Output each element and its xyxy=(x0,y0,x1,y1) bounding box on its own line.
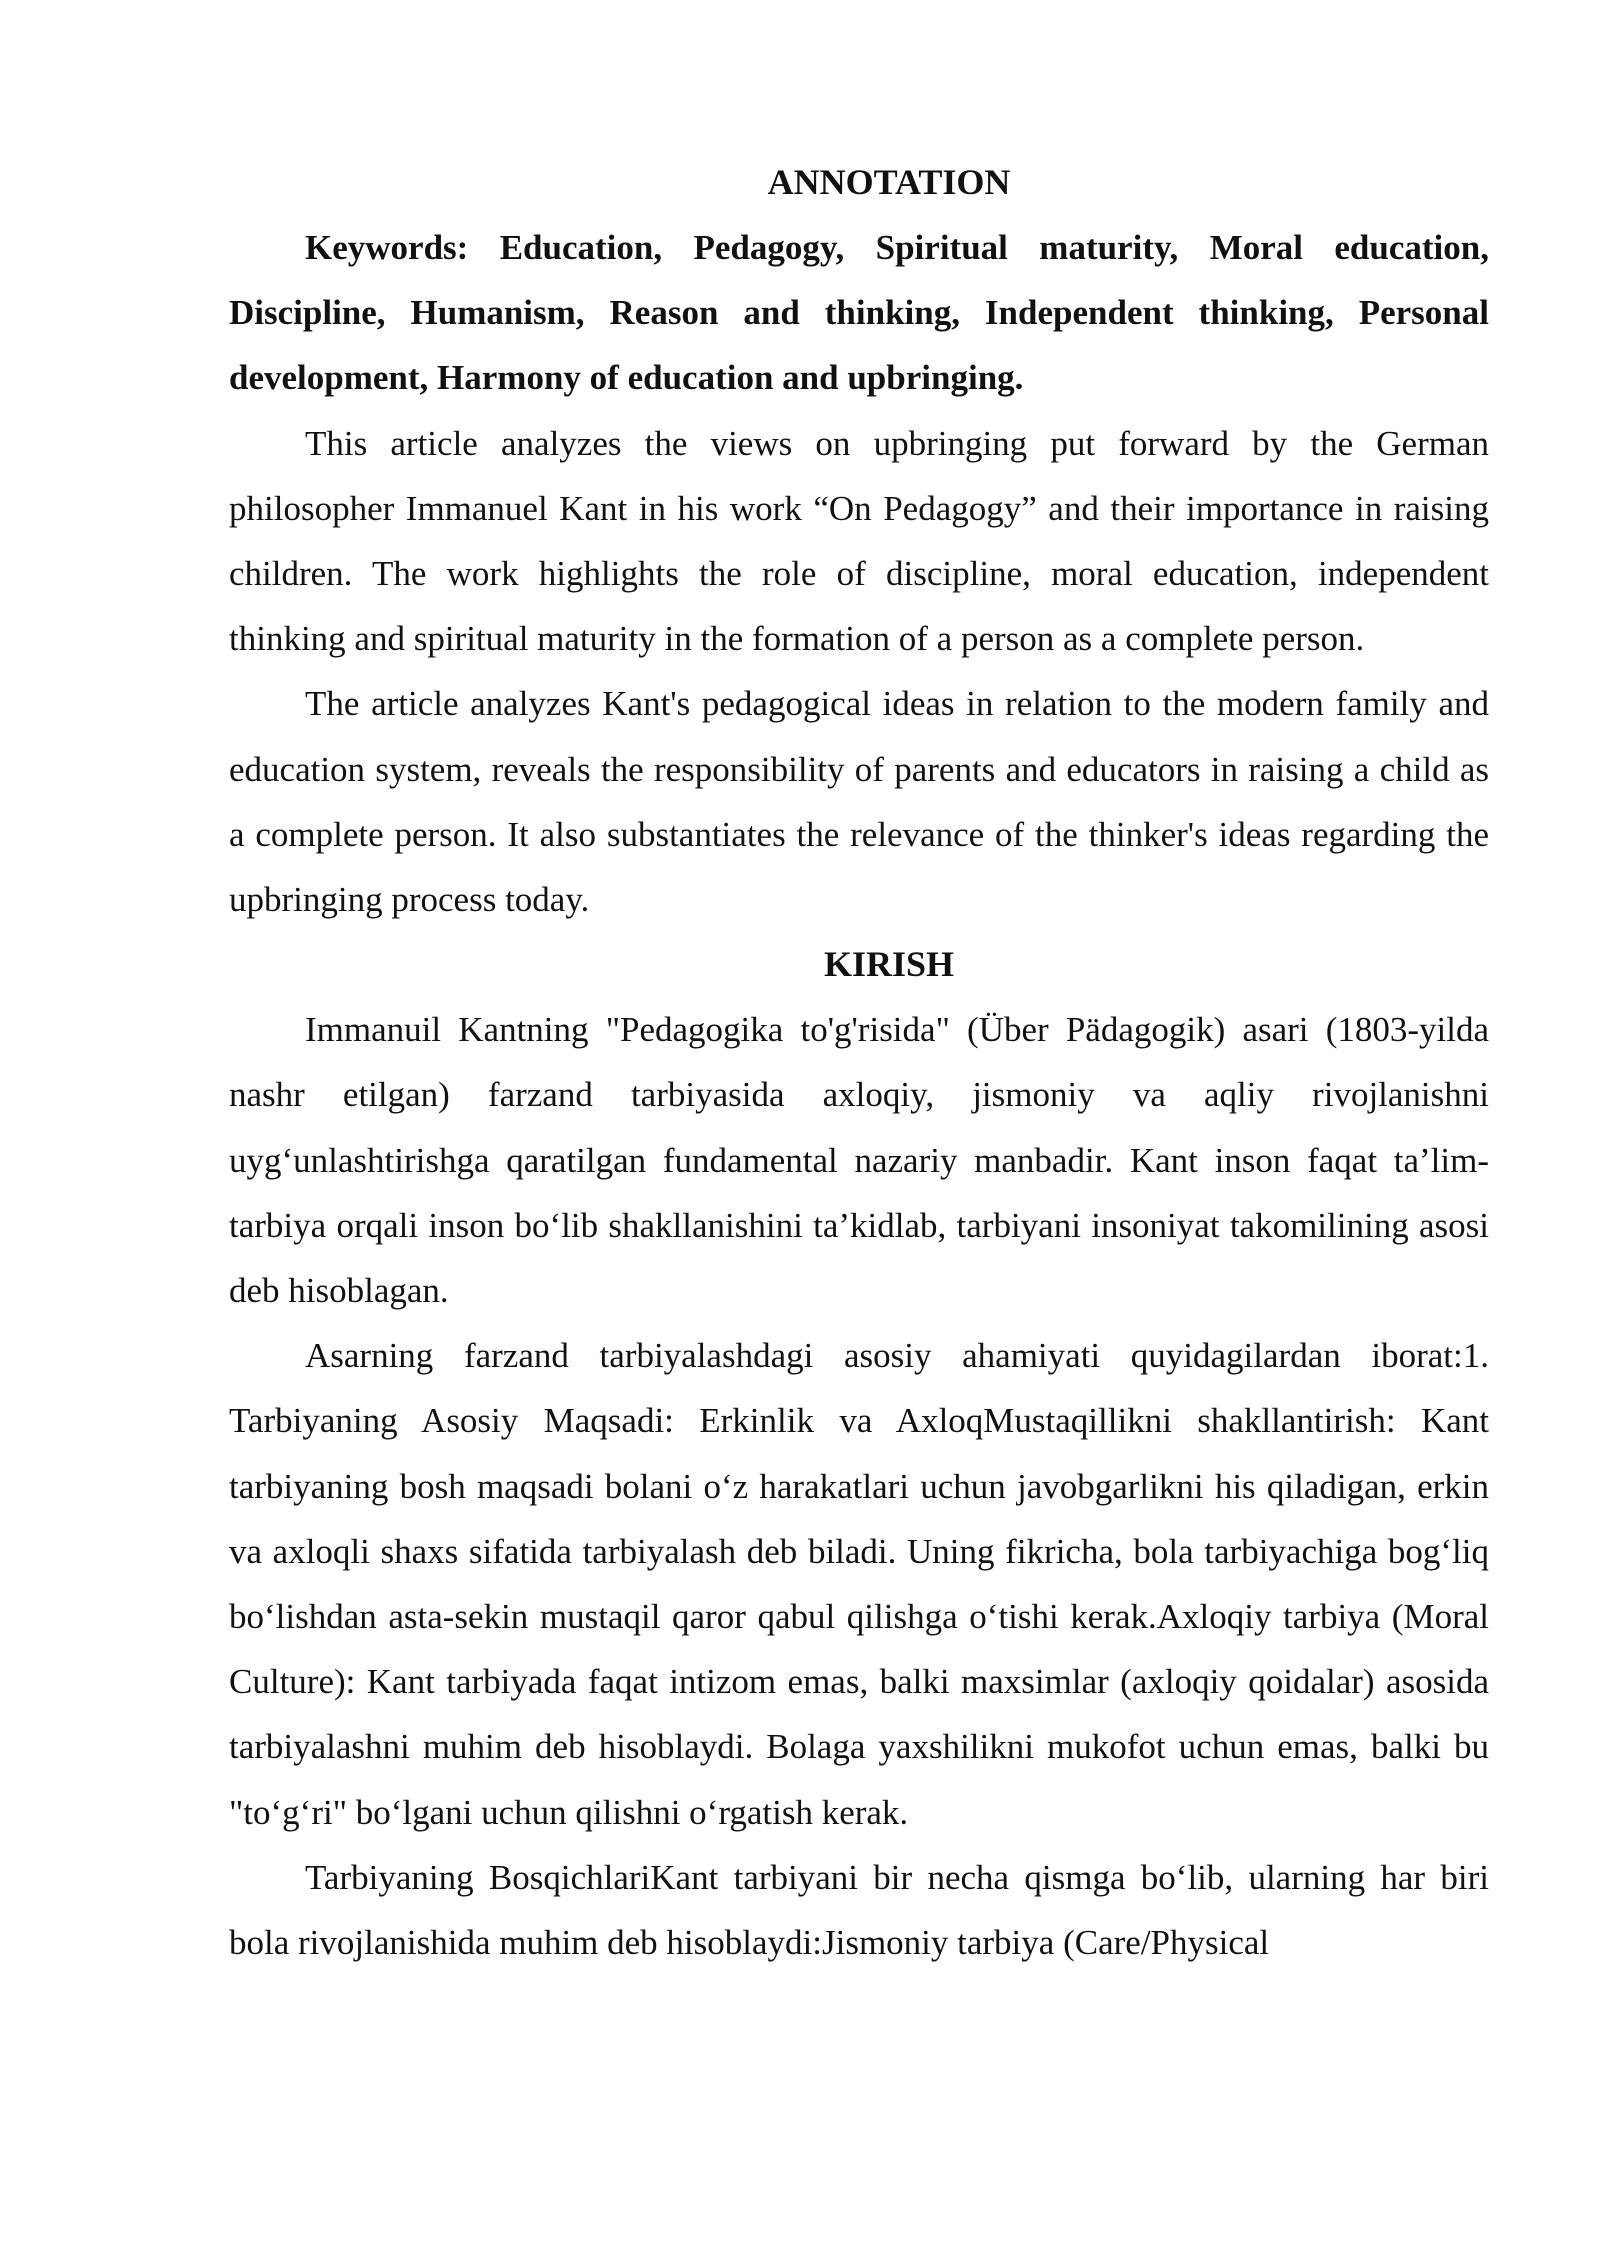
annotation-paragraph: The article analyzes Kant's pedagogical ideas in relation to the modern family and education system, reveals the responsibility of parents and educators in raising a child as a complete person. It also substantiates the relevance of the thinker's ideas regarding the upbringing process today. xyxy=(229,684,1489,920)
kirish-paragraph: Tarbiyaning BosqichlariKant tarbiyani bir necha qismga bo‘lib, ularning har biri bola rivojlanishida muhim deb hisoblaydi:Jismoniy tarbiya (Care/Physical xyxy=(229,1857,1489,1963)
document-page xyxy=(229,150,1489,1975)
kirish-heading: KIRISH xyxy=(823,944,955,985)
annotation-paragraph: This article analyzes the views on upbringing put forward by the German philosopher Immanuel Kant in his work “On Pedagogy” and their importance in raising children. The work highlights the role of discipline, moral education, independent thinking and spiritual maturity in the formation of a person as a complete person. xyxy=(229,423,1489,659)
kirish-paragraph: Asarning farzand tarbiyalashdagi asosiy ahamiyati quyidagilardan iborat:1. Tarbiyaning Asosiy Maqsadi: Erkinlik va AxloqMustaqillikni shakllantirish: Kant tarbiyaning bosh maqsadi bolani o‘z harakatlari uchun javobgarlikni his qiladigan, erkin va axloqli shaxs sifatida tarbiyalash deb biladi. Uning fikricha, bola tarbiyachiga bog‘liq bo‘lishdan asta-sekin mustaqil qaror qabul qilishga o‘tishi kerak.Axloqiy tarbiya (Moral Culture): Kant tarbiyada faqat intizom emas, balki maxsimlar (axloqiy qoidalar) asosida tarbiyalashni muhim deb hisoblaydi. Bolaga yaxshilikni mukofot uchun emas, balki bu "to‘g‘ri" bo‘lgani uchun qilishni o‘rgatish kerak. xyxy=(229,1336,1489,1832)
keywords-paragraph: Keywords: Education, Pedagogy, Spiritual maturity, Moral education, Discipline, Humanism, Reason and thinking, Independent thinking, Personal development, Harmony of education and upbringing. xyxy=(229,228,1489,398)
annotation-heading: ANNOTATION xyxy=(767,162,1011,202)
kirish-paragraph: Immanuil Kantning "Pedagogika to'g'risida" (Über Pädagogik) asari (1803-yilda nashr etilgan) farzand tarbiyasida axloqiy, jismoniy va aqliy rivojlanishni uyg‘unlashtirishga qaratilgan fundamental nazariy manbadir. Kant inson faqat ta’lim-tarbiya orqali inson bo‘lib shakllanishini ta’kidlab, tarbiyani insoniyat takomilining asosi deb hisoblagan. xyxy=(229,1010,1489,1311)
